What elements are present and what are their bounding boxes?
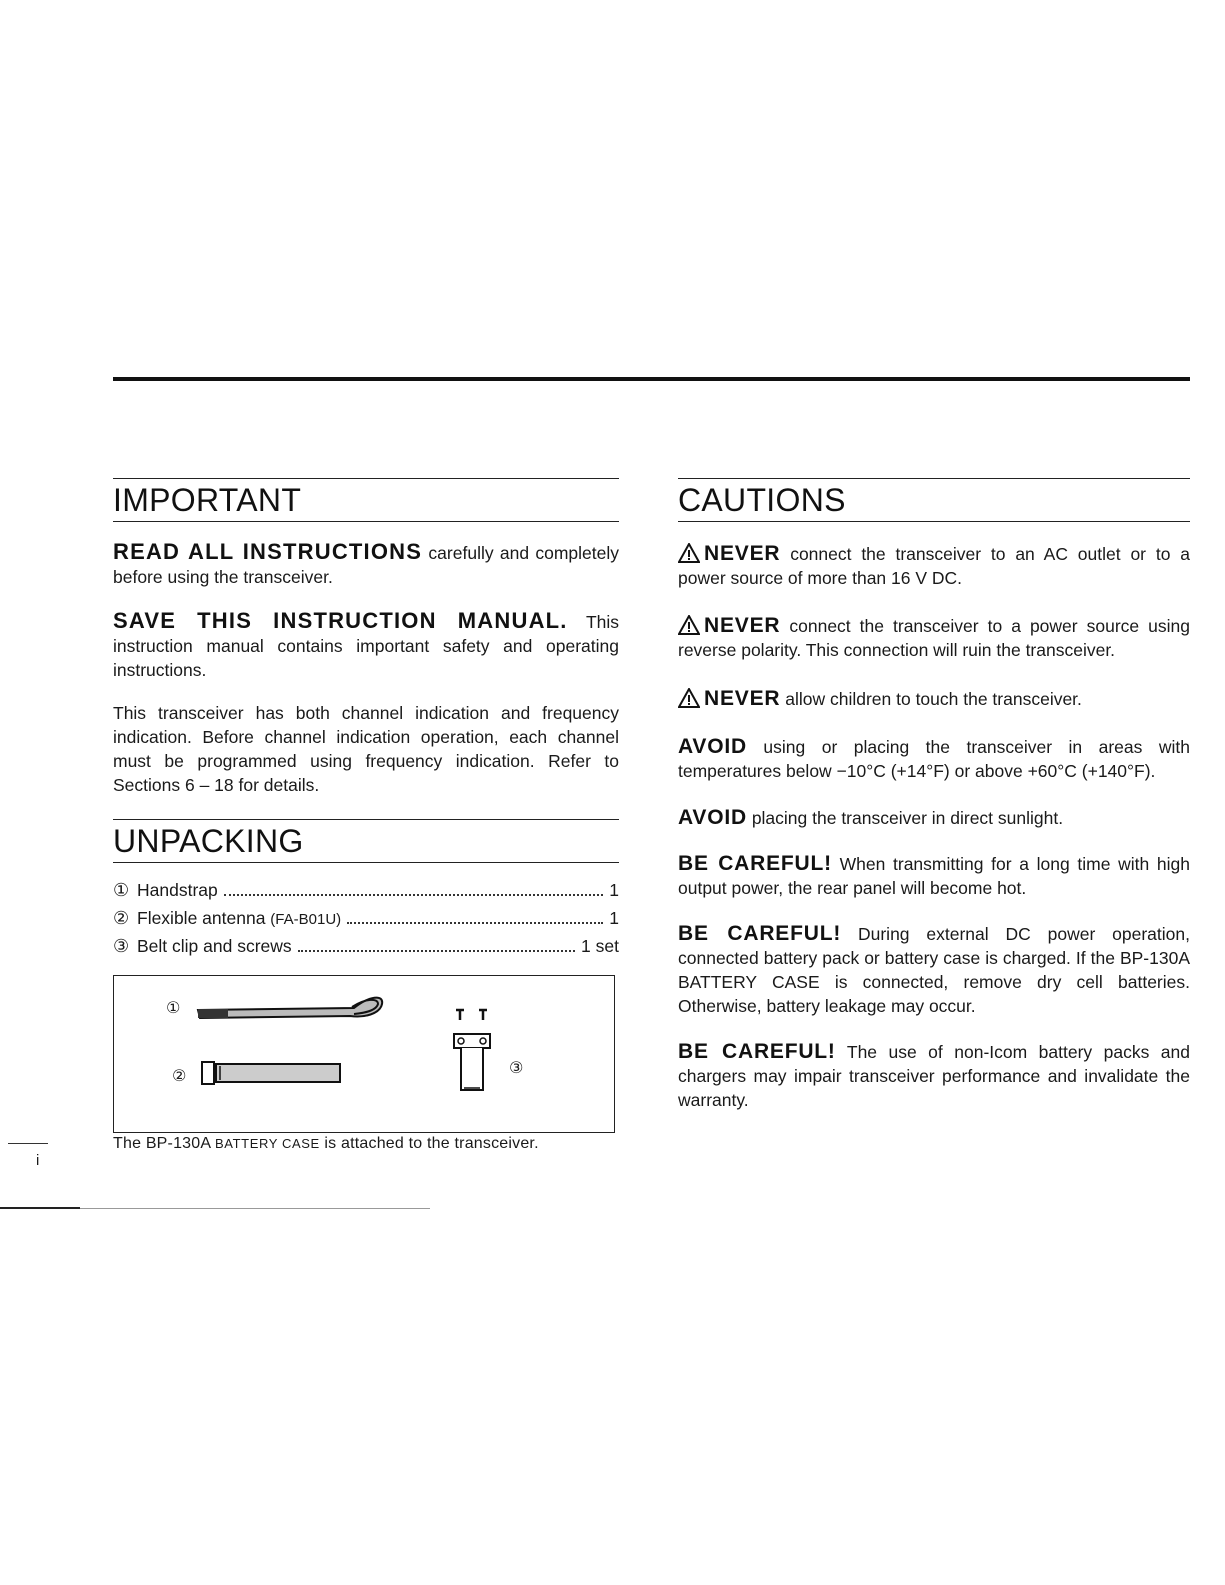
figure-label-antenna: ② (172, 1068, 187, 1085)
top-rule (113, 377, 1190, 381)
handstrap-illustration (198, 998, 382, 1018)
list-item (113, 877, 619, 905)
important-header (113, 478, 619, 522)
item-number: ① (113, 880, 130, 900)
read-instructions-paragraph (113, 540, 619, 589)
page-number: i (36, 1152, 40, 1169)
save-manual-lead: SAVE THIS INSTRUCTION MANUAL. (113, 608, 568, 633)
accessories-figure (113, 975, 615, 1133)
item-quantity: 1 (609, 880, 619, 900)
unpacking-title: UNPACKING (113, 822, 304, 859)
accessories-drawing (114, 976, 614, 1132)
unpacking-list (113, 877, 619, 961)
right-column (678, 478, 1190, 1112)
leader-dots (224, 894, 604, 896)
caution-item: NEVER allow children to touch the transceiver. (678, 687, 1190, 711)
item-number: ② (113, 908, 130, 928)
warning-triangle-icon (678, 615, 700, 635)
caution-item: BE CAREFUL! The use of non-Icom battery packs and chargers may impair transceiver performance and invalidate the warranty. (678, 1040, 1191, 1110)
cautions-header (678, 478, 1190, 522)
list-item (113, 905, 619, 933)
item-name: Flexible antenna (FA-B01U) (137, 908, 342, 928)
unpacking-header (113, 819, 619, 863)
figure-label-handstrap: ① (166, 1000, 181, 1017)
channel-indication-paragraph: This transceiver has both channel indication and frequency indication. Before channel indication operation, each channel must be programmed using frequency indication. Refer to Sections 6 – 18 for details. (113, 703, 619, 795)
read-instructions-lead: READ ALL INSTRUCTIONS (113, 539, 423, 564)
read-instructions-text: carefully and completely before using the transceiver. (113, 543, 619, 587)
caution-item: NEVER connect the transceiver to a power source using reverse polarity. This connection will ruin the transceiver. (678, 614, 1190, 660)
item-number: ③ (113, 936, 130, 956)
save-manual-text: This instruction manual contains important safety and operating instructions. (113, 612, 620, 680)
belt-clip-illustration (454, 1034, 490, 1090)
leader-dots (347, 922, 603, 924)
save-manual-paragraph (113, 609, 619, 682)
figure-caption: The BP-130A BATTERY CASE is attached to the transceiver. (113, 1135, 539, 1152)
warning-triangle-icon (678, 688, 700, 708)
caution-item: NEVER connect the transceiver to an AC outlet or to a power source of more than 16 V DC. (678, 542, 1190, 588)
screws-illustration (456, 1010, 487, 1020)
warning-triangle-icon (678, 543, 700, 563)
cautions-title: CAUTIONS (678, 481, 846, 518)
item-name: Handstrap (137, 880, 218, 900)
bottom-rule-accent (0, 1207, 80, 1209)
page-mark-line (8, 1143, 48, 1144)
left-column (113, 478, 619, 1153)
item-quantity: 1 (609, 908, 619, 928)
caution-item: BE CAREFUL! During external DC power operation, connected battery pack or battery case is charged. If the BP-130A BATTERY CASE is connected, remove dry cell batteries. Otherwise, battery leakage may occur. (678, 922, 1190, 1016)
caution-item: AVOID placing the transceiver in direct sunlight. (678, 806, 1064, 829)
leader-dots (298, 950, 575, 952)
caution-item: BE CAREFUL! When transmitting for a long time with high output power, the rear panel will become hot. (678, 852, 1190, 898)
antenna-illustration (202, 1062, 340, 1084)
item-name: Belt clip and screws (137, 936, 292, 956)
list-item (113, 933, 619, 961)
caution-item: AVOID using or placing the transceiver in areas with temperatures below −10°C (+14°F) or above +60°C (+140°F). (678, 735, 1190, 781)
figure-label-belt-clip: ③ (509, 1060, 524, 1077)
item-quantity: 1 set (581, 936, 619, 956)
important-title: IMPORTANT (113, 481, 302, 518)
